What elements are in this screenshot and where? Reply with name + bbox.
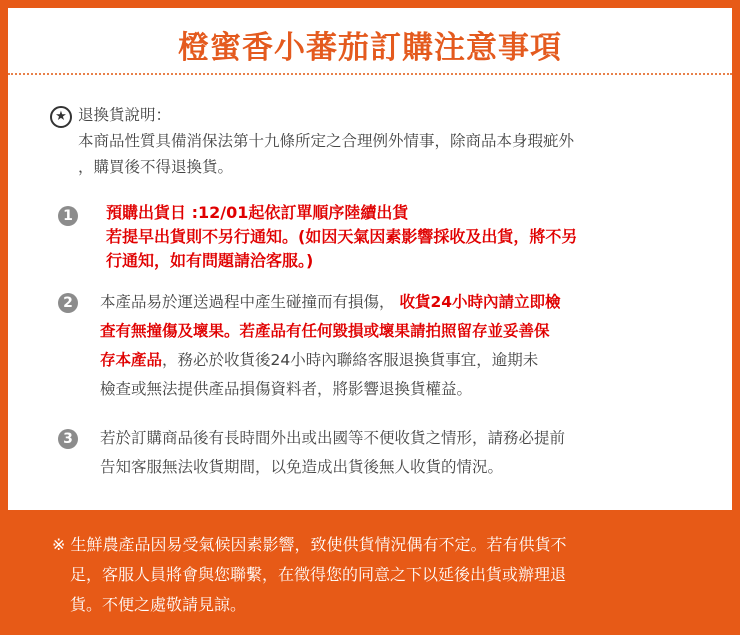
item-1 — [106, 201, 577, 273]
item-2-highlight: 收貨24小時內請立即檢 — [399, 293, 561, 311]
number-3-icon: 3 — [58, 429, 78, 449]
star-icon: ★ — [50, 106, 72, 128]
item-1-line: 行通知，如有問題請洽客服。) — [106, 251, 314, 270]
item-3-line: 告知客服無法收貨期間，以免造成出貨後無人收貨的情況。 — [100, 458, 504, 476]
item-2-text: 本產品易於運送過程中產生碰撞而有損傷， — [100, 293, 395, 311]
item-2-text: ，務必於收貨後24小時內聯絡客服退換貨事宜，逾期未 — [162, 351, 539, 369]
footer-note-line: 足，客服人員將會與您聯繫，在徵得您的同意之下以延後出貨或辦理退 — [70, 565, 567, 584]
item-2-highlight: 存本產品 — [100, 351, 163, 369]
dotted-divider — [8, 73, 732, 75]
return-policy-line: ，購買後不得退換貨。 — [78, 158, 234, 176]
item-1-line: 若提早出貨則不另行通知。(如因天氣因素影響採收及出貨，將不另 — [106, 227, 578, 246]
item-2-highlight: 查有無撞傷及壞果。若產品有任何毀損或壞果請拍照留存並妥善保 — [100, 322, 550, 340]
item-3 — [100, 424, 565, 482]
item-2 — [100, 288, 561, 404]
content-panel — [8, 8, 732, 510]
return-policy-line: 本商品性質具備消保法第十九條所定之合理例外情事，除商品本身瑕疵外 — [78, 132, 575, 150]
footer-note — [52, 530, 702, 620]
footer-note-line: ※ 生鮮農產品因易受氣候因素影響，致使供貨情況偶有不定。若有供貨不 — [52, 535, 567, 554]
item-1-line: 預購出貨日 :12/01起依訂單順序陸續出貨 — [106, 203, 409, 222]
number-1-icon: 1 — [58, 206, 78, 226]
page-title: 橙蜜香小蕃茄訂購注意事項 — [178, 30, 562, 66]
return-policy-heading: 退換貨說明： — [78, 106, 172, 124]
item-3-line: 若於訂購商品後有長時間外出或出國等不便收貨之情形，請務必提前 — [100, 429, 566, 447]
item-2-text: 檢查或無法提供產品損傷資料者，將影響退換貨權益。 — [100, 380, 473, 398]
number-2-icon: 2 — [58, 293, 78, 313]
footer-note-line: 貨。不便之處敬請見諒。 — [70, 595, 247, 614]
return-policy-section — [55, 102, 575, 180]
